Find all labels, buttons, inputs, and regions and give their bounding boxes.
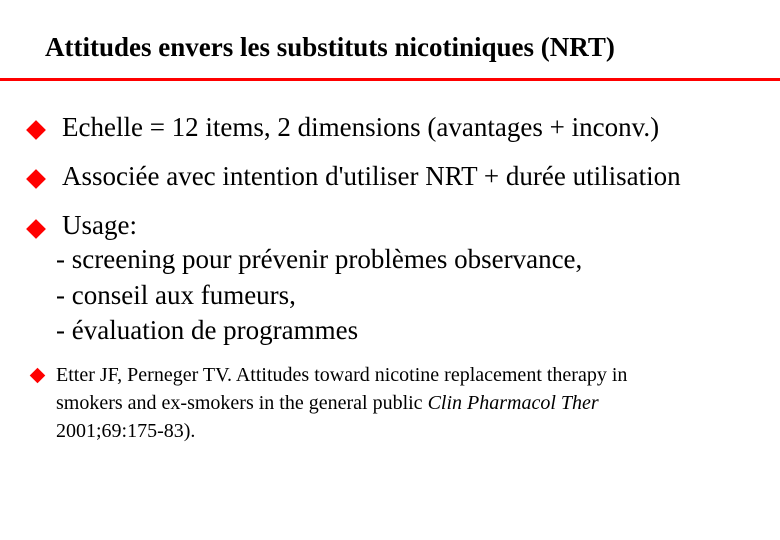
bullet-diamond-icon [26, 120, 46, 140]
reference-line-3: 2001;69:175-83). [56, 420, 196, 442]
title-divider [0, 78, 780, 81]
bullet-scale-text: Echelle = 12 items, 2 dimensions (avantages + inconv.) [62, 112, 660, 142]
bullet-usage-text: Usage: [62, 210, 137, 240]
bullet-diamond-icon [26, 169, 46, 189]
usage-item-evaluation: - évaluation de programmes [56, 315, 359, 345]
bullet-diamond-icon [26, 219, 46, 239]
reference-authors-text: smokers and ex-smokers in the general public [56, 392, 428, 414]
reference-line-1: Etter JF, Perneger TV. Attitudes toward nicotine replacement therapy in [56, 364, 628, 386]
reference-line-2 [56, 389, 627, 417]
usage-item-screening: - screening pour prévenir problèmes observance, [56, 244, 583, 274]
reference-citation [56, 361, 627, 445]
bullet-association-text: Associée avec intention d'utiliser NRT + durée utilisation [62, 161, 681, 191]
reference-journal: Clin Pharmacol Ther [427, 392, 599, 414]
bullet-diamond-icon [30, 368, 46, 384]
usage-item-counselling: - conseil aux fumeurs, [56, 280, 296, 310]
slide-title: Attitudes envers les substituts nicotiniques (NRT) [45, 32, 615, 62]
